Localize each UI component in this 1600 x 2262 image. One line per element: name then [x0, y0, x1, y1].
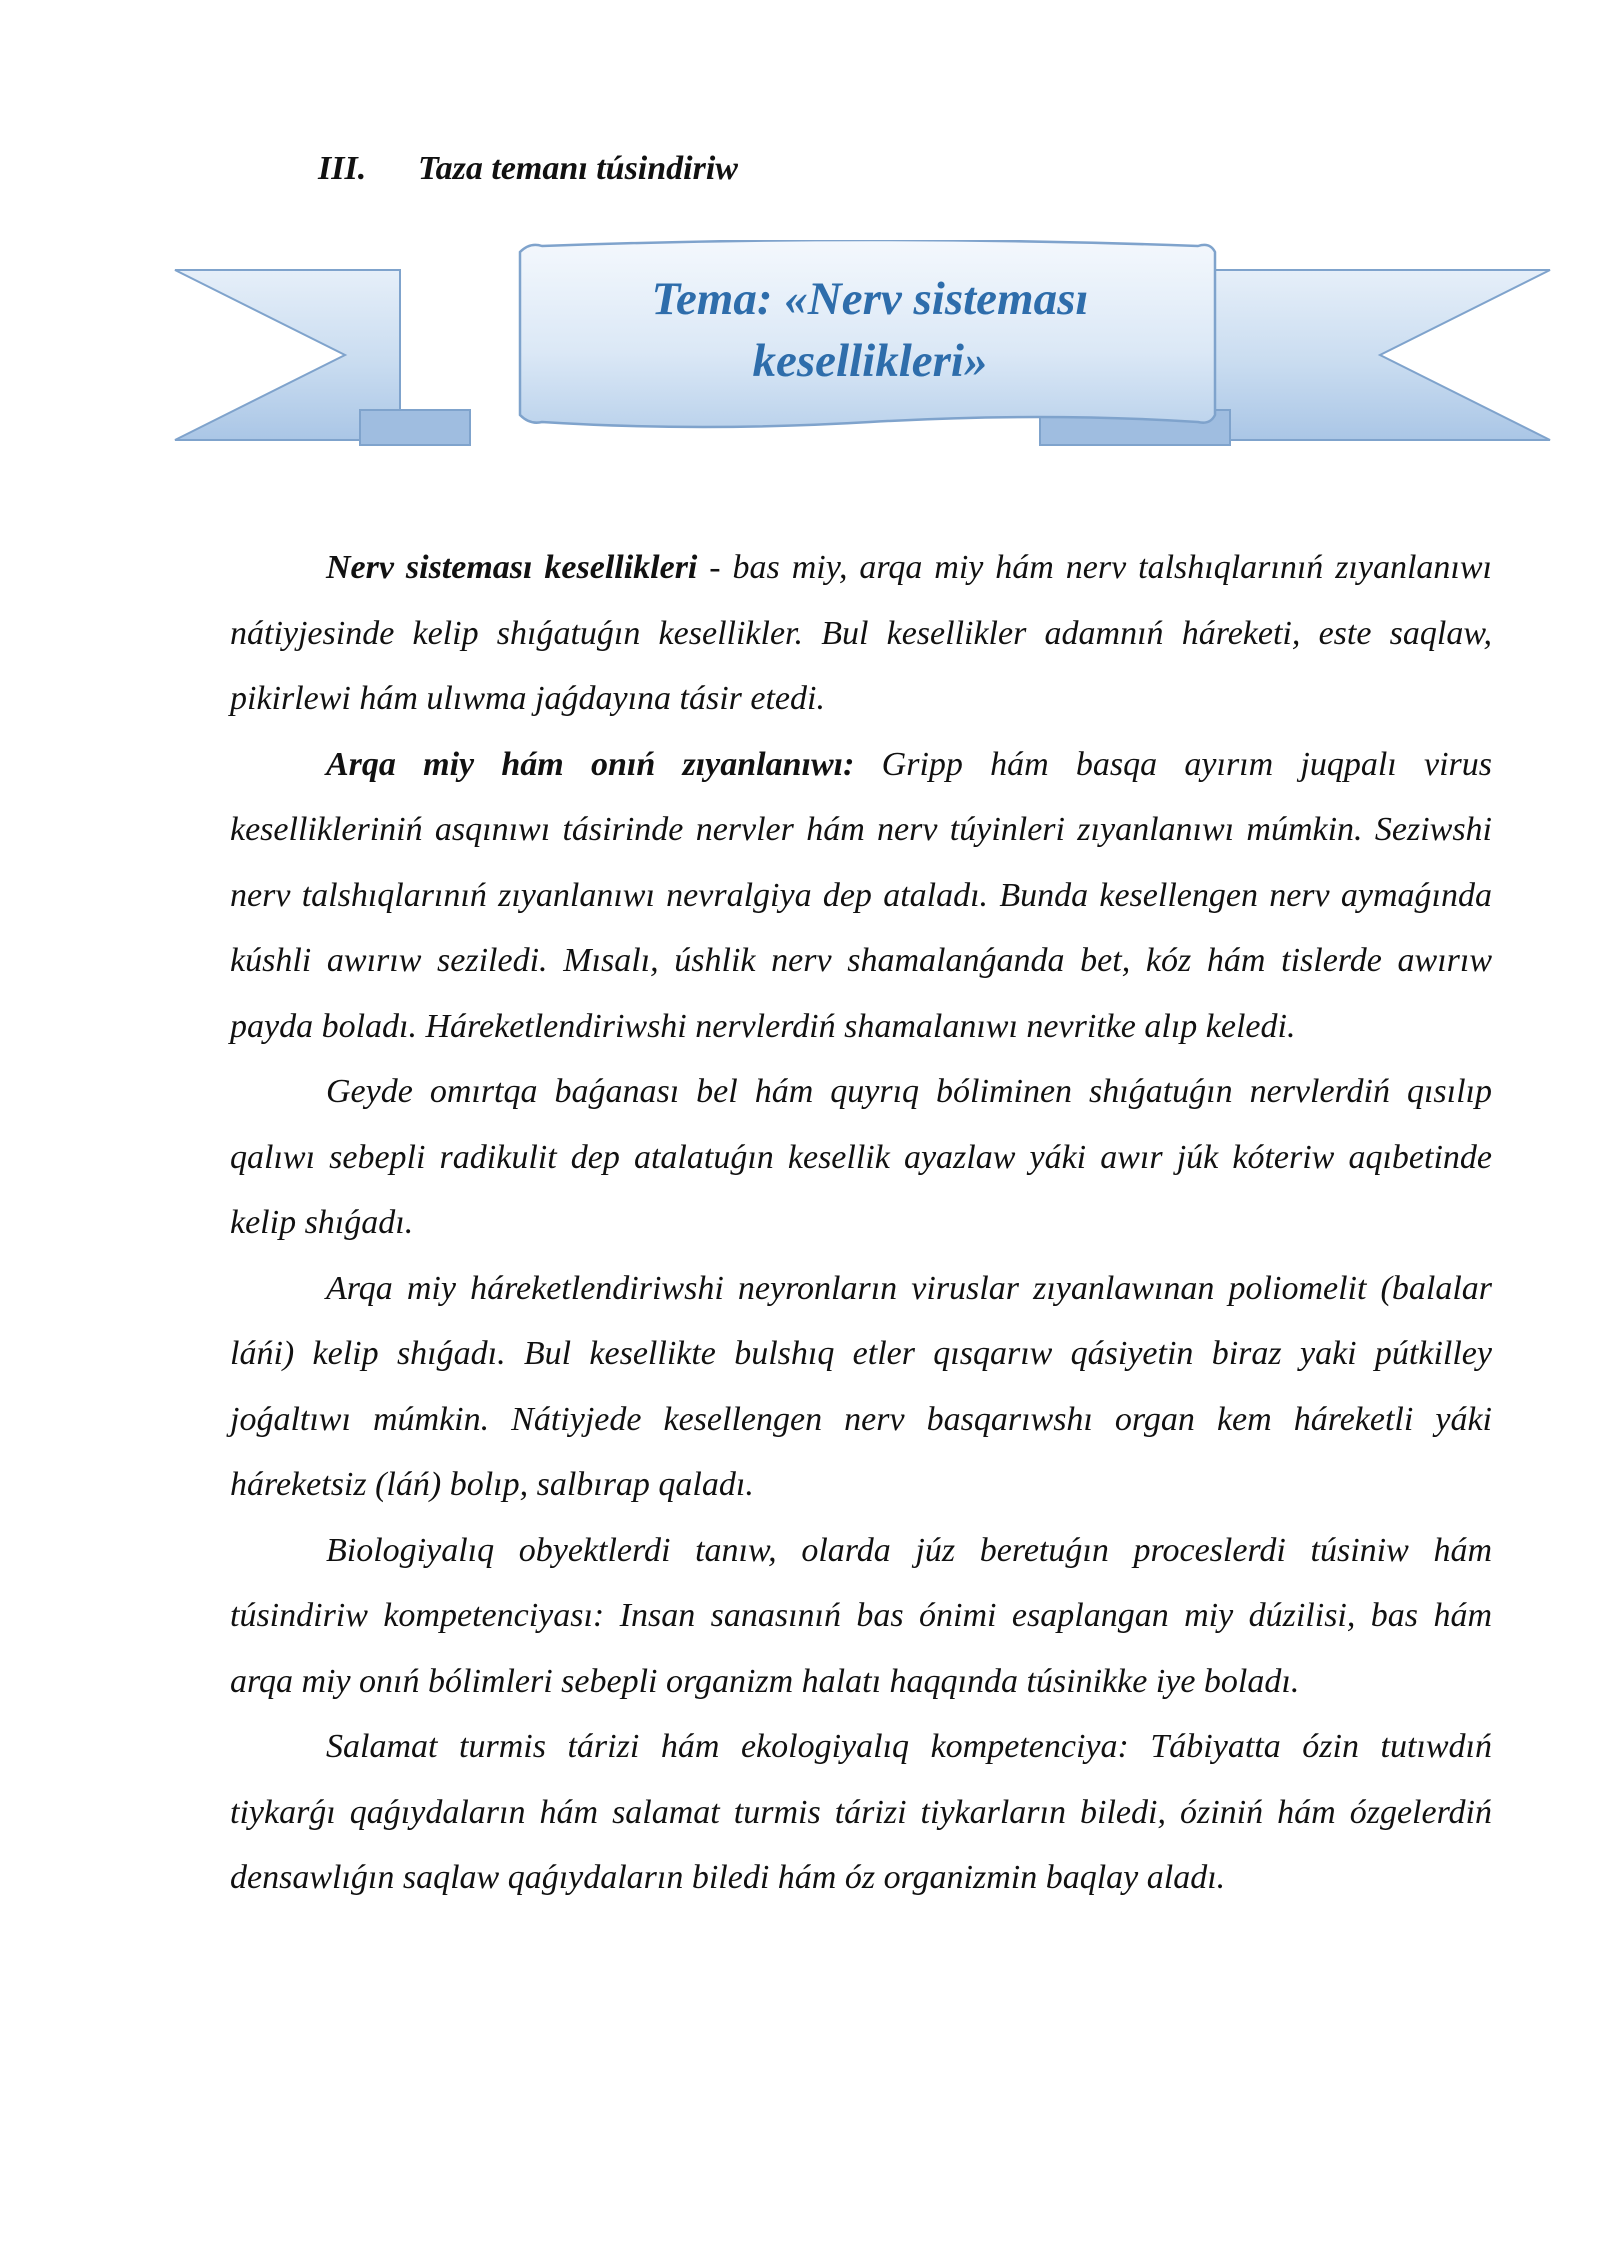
ribbon-right-tail [1210, 270, 1550, 440]
paragraph [230, 1518, 1492, 1715]
topic-banner [170, 240, 1560, 470]
paragraph [230, 732, 1492, 1060]
paragraph-lead: Nerv sisteması kesellikleri [326, 549, 698, 586]
body-text [230, 535, 1492, 1911]
banner-title-line-2: kesellikleri» [752, 335, 988, 387]
paragraph-text: Geyde omırtqa baǵanası bel hám quyrıq bóliminen shıǵatuǵın nervlerdiń qısılıp qalıwı sebepli radikulit dep atalatuǵın kesellik ayazlaw yáki awır júk kóteriw aqıbetinde kelip shıǵadı. [230, 1073, 1492, 1241]
paragraph [230, 535, 1492, 732]
section-number: III. [318, 150, 367, 187]
section-heading [318, 150, 738, 188]
paragraph-lead: Arqa miy hám onıń zıyanlanıwı: [326, 745, 855, 783]
paragraph [230, 1256, 1492, 1518]
paragraph-text: Arqa miy háreketlendiriwshi neyronların viruslar zıyanlawınan poliomelit (balalar láńi) kelip shıǵadı. Bul kesellikte bulshıq etler qısqarıw qásiyetin biraz yaki pútkilley joǵaltıwı múmkin. Nátiyjede kesellengen nerv basqarıwshı organ kem háreketli yáki háreketsiz (láń) bolıp, salbırap qaladı. [230, 1269, 1492, 1503]
paragraph-text: Gripp hám basqa ayırım juqpalı virus kesellikleriniń asqınıwı tásirinde nervler hám nerv túyinleri zıyanlanıwı múmkin. Seziwshi nerv talshıqlarınıń zıyanlanıwı nevralgiya dep ataladı. Bunda kesellengen nerv aymaǵında kúshli awırıw seziledi. Mısalı, úshlik nerv shamalanǵanda bet, kóz hám tislerde awırıw payda boladı. Háreketlendiriwshi nervlerdiń shamalanıwı nevritke alıp keledi. [230, 745, 1492, 1045]
paragraph-text: Salamat turmis tárizi hám ekologiyalıq kompetenciya: Tábiyatta ózin tutıwdıń tiykarǵı qaǵıydaların hám salamat turmis tárizi tiykarların biledi, óziniń hám ózgelerdiń densawlıǵın saqlaw qaǵıydaların biledi hám óz organizmin baqlay aladı. [230, 1728, 1492, 1896]
paragraph-text: Biologiyalıq obyektlerdi tanıw, olarda júz beretuǵın proceslerdi túsiniw hám túsindiriw kompetenciyası: Insan sanasınıń bas ónimi esaplangan miy dúzilisi, bas hám arqa miy onıń bólimleri sebepli organizm halatı haqqında túsinikke iye boladı. [230, 1531, 1492, 1700]
banner-title-line-1: Tema: «Nerv sisteması [651, 273, 1089, 325]
paragraph [230, 1714, 1492, 1911]
banner-title [530, 268, 1210, 392]
ribbon-left-fold [360, 410, 470, 445]
section-title: Taza temanı túsindiriw [418, 150, 738, 187]
paragraph-text: - bas miy, arqa miy hám nerv talshıqlarınıń zıyanlanıwı nátiyjesinde kelip shıǵatuǵın kesellikler. Bul kesellikler adamnıń háreketi, este saqlaw, pikirlewi hám ulıwma jaǵdayına tásir etedi. [230, 549, 1492, 717]
paragraph [230, 1059, 1492, 1256]
